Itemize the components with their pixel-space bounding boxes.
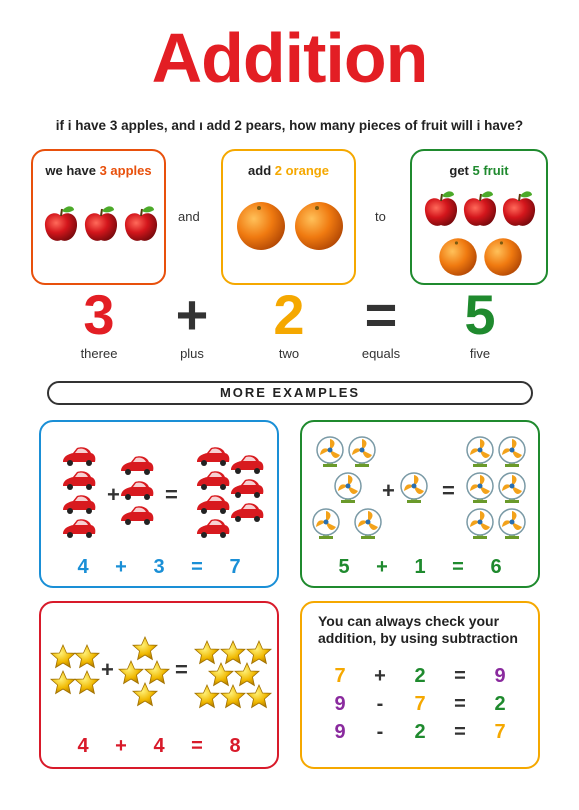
check-row-3: 9 - 2 = 7 <box>334 721 506 743</box>
fans-example-box <box>300 420 540 588</box>
oranges-box <box>221 149 356 285</box>
more-examples-banner: MORE EXAMPLES <box>47 381 533 405</box>
svg-text:+: + <box>382 478 395 503</box>
fruit-icons <box>412 151 550 287</box>
svg-text:=: = <box>165 482 178 507</box>
cars-equation: 4 + 3 = 7 <box>77 556 241 578</box>
stars-example-box <box>39 601 279 769</box>
equation-word-plus: plus <box>180 346 204 361</box>
page-title: Addition <box>151 19 428 97</box>
check-row-1: 7 + 2 = 9 <box>334 665 506 687</box>
fruit-box <box>410 149 548 285</box>
stars-equation: 4 + 4 = 8 <box>77 735 241 757</box>
equation-word-2: two <box>278 346 300 361</box>
equation-number-3: 5 <box>464 283 496 346</box>
check-note: You can always check your addition, by using subtraction <box>318 613 518 646</box>
apples-box-label: we have 3 apples <box>45 163 152 178</box>
svg-text:=: = <box>175 657 188 682</box>
equation-word-3: five <box>469 346 491 361</box>
connector-to: to <box>375 209 386 224</box>
oranges-box-label: add 2 orange <box>248 163 329 178</box>
equation-plus: + <box>175 283 209 346</box>
check-row-2: 9 - 7 = 2 <box>334 693 506 715</box>
orange-icon <box>223 151 358 287</box>
svg-text:+: + <box>107 482 120 507</box>
fruit-box-label: get 5 fruit <box>449 163 509 178</box>
equation-number-2: 2 <box>273 283 305 346</box>
svg-text:+: + <box>101 657 114 682</box>
equation-equals: = <box>364 283 398 346</box>
svg-text:=: = <box>442 478 455 503</box>
subtraction-check-box <box>300 601 540 769</box>
equation-number-1: 3 <box>83 283 115 346</box>
fans-equation: 5 + 1 = 6 <box>338 556 502 578</box>
cars-example-box <box>39 420 279 588</box>
connector-and: and <box>178 209 200 224</box>
apples-box <box>31 149 166 285</box>
question-text: if i have 3 apples, and ı add 2 pears, how many pieces of fruit will i have? <box>55 118 524 133</box>
equation-word-equals: equals <box>361 346 401 361</box>
apple-icon <box>33 151 168 287</box>
equation-word-1: theree <box>80 346 118 361</box>
